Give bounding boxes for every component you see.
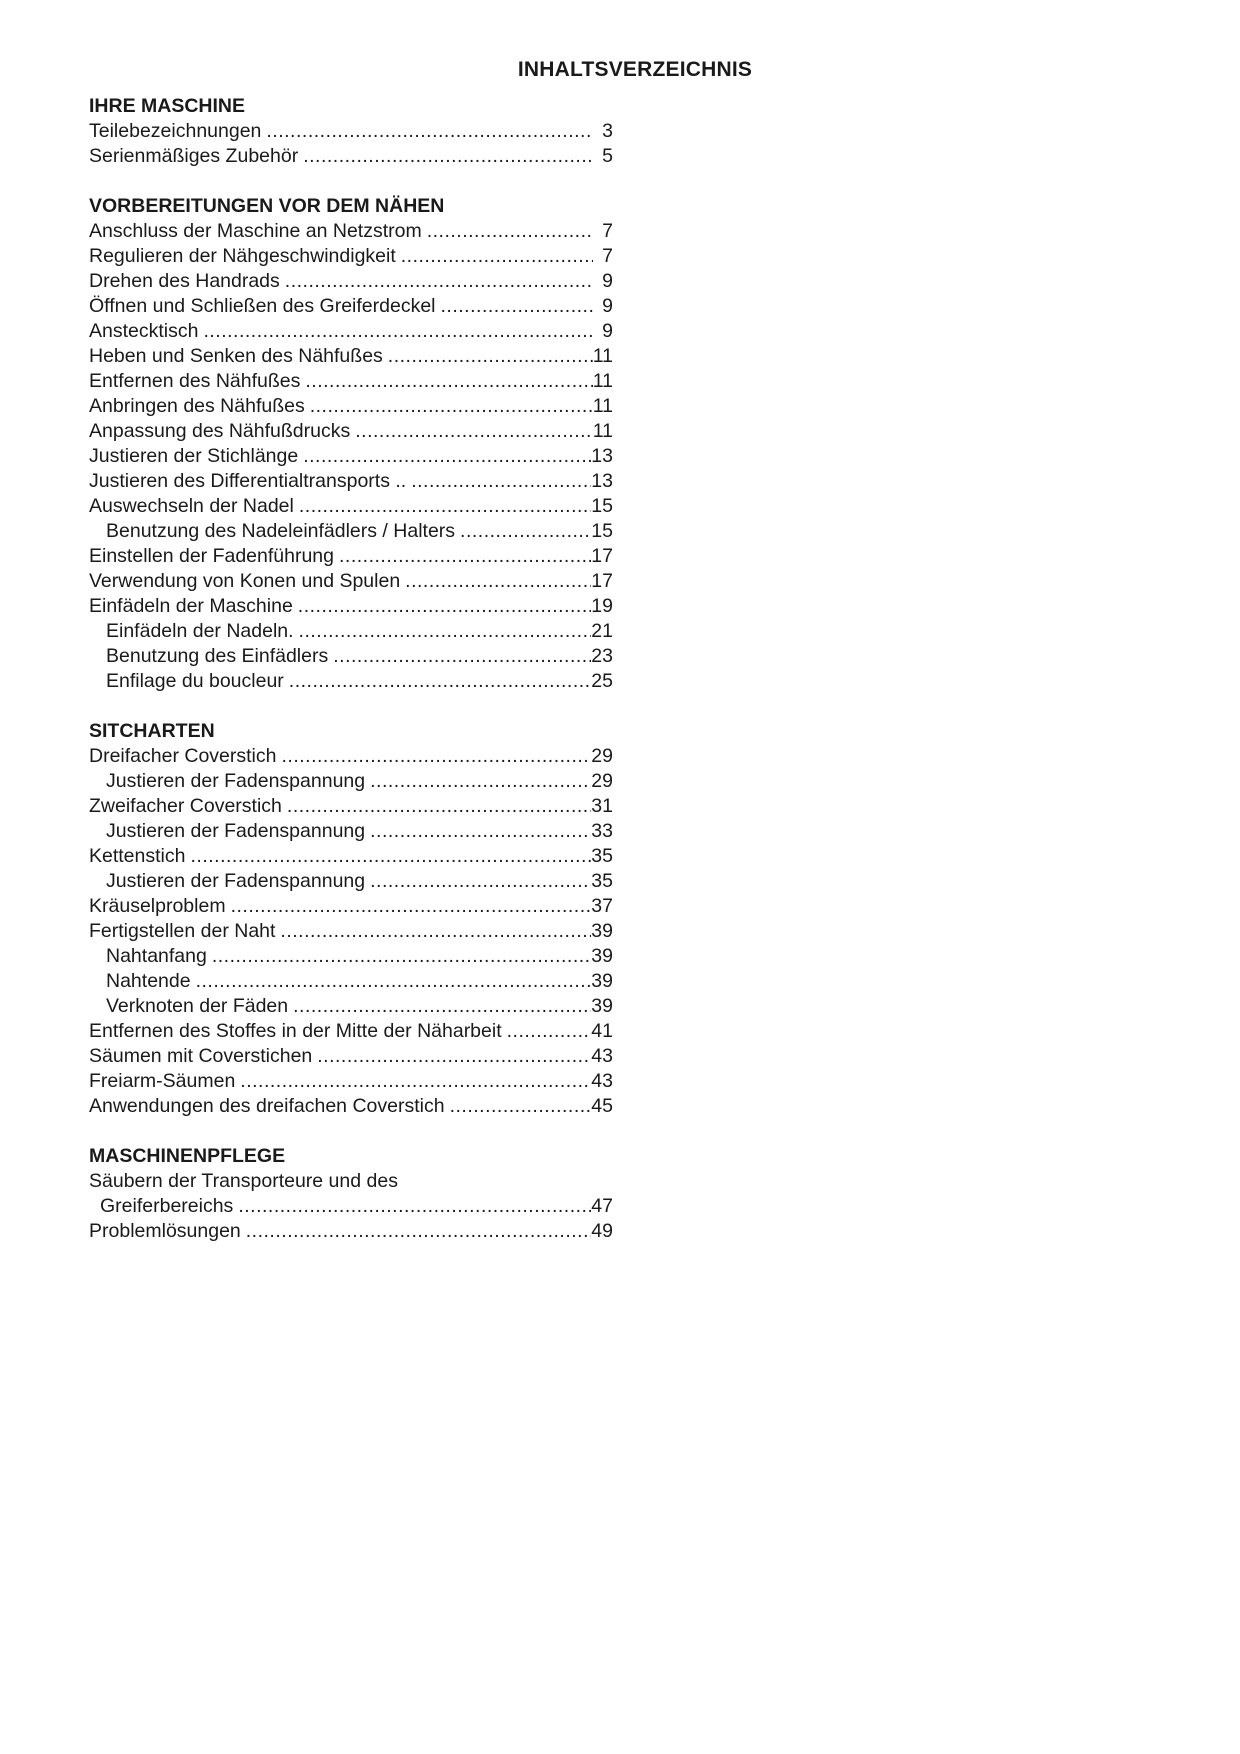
- dot-leader: [350, 419, 593, 444]
- entry-page: 39: [591, 970, 613, 992]
- toc-entry[interactable]: [89, 969, 613, 994]
- toc-entry[interactable]: [89, 644, 613, 669]
- entry-page: 19: [591, 595, 613, 617]
- toc-entry[interactable]: [89, 1019, 613, 1044]
- toc-entry[interactable]: [89, 869, 613, 894]
- entry-page: 17: [591, 545, 613, 567]
- entry-label: Fertigstellen der Naht: [89, 920, 276, 942]
- entry-page: 35: [591, 870, 613, 892]
- entry-label: Benutzung des Einfädlers: [106, 645, 329, 667]
- entry-page: 33: [591, 820, 613, 842]
- entry-page: 23: [591, 645, 613, 667]
- dot-leader: [422, 219, 593, 244]
- section-heading: IHRE MASCHINE: [89, 95, 246, 117]
- toc-entry[interactable]: [89, 469, 613, 494]
- entry-label: Säumen mit Coverstichen: [89, 1045, 313, 1067]
- dot-leader: [365, 769, 591, 794]
- toc-section-sitcharten: [89, 719, 613, 1119]
- toc-entry[interactable]: [89, 494, 613, 519]
- entry-page: 31: [591, 795, 613, 817]
- dot-leader: [241, 1219, 592, 1244]
- toc-entry[interactable]: [89, 769, 613, 794]
- dot-leader: [334, 544, 591, 569]
- entry-page: 43: [591, 1045, 613, 1067]
- entry-page: 11: [592, 345, 613, 367]
- dot-leader: [235, 1069, 591, 1094]
- dot-leader: [261, 119, 593, 144]
- entry-label: Benutzung des Nadeleinfädlers / Halters: [106, 520, 456, 542]
- entry-page: 39: [591, 920, 613, 942]
- entry-page: 21: [591, 620, 613, 642]
- toc-entry[interactable]: [89, 944, 613, 969]
- entry-label: Zweifacher Coverstich: [89, 795, 282, 817]
- dot-leader: [198, 319, 593, 344]
- entry-page: 11: [592, 370, 613, 392]
- dot-leader: [400, 569, 591, 594]
- toc-entry[interactable]: [89, 419, 613, 444]
- dot-leader: [455, 519, 591, 544]
- toc-entry[interactable]: [89, 1069, 613, 1094]
- toc-entry[interactable]: [89, 919, 613, 944]
- entry-label: Verwendung von Konen und Spulen: [89, 570, 401, 592]
- dot-leader: [305, 394, 593, 419]
- toc-section-ihre-maschine: [89, 94, 613, 169]
- toc-entry[interactable]: [89, 119, 613, 144]
- entry-page: 35: [591, 845, 613, 867]
- entry-page: 39: [591, 945, 613, 967]
- entry-label: Justieren der Fadenspannung: [106, 870, 366, 892]
- dot-leader: [365, 869, 591, 894]
- dot-leader: [288, 994, 591, 1019]
- section-heading: VORBEREITUNGEN VOR DEM NÄHEN: [89, 195, 445, 217]
- toc-entry[interactable]: [89, 269, 613, 294]
- dot-leader: [396, 244, 593, 269]
- toc-entry[interactable]: [89, 794, 613, 819]
- entry-page: 15: [591, 495, 613, 517]
- entry-label: Einfädeln der Maschine: [89, 595, 293, 617]
- dot-leader: [191, 969, 592, 994]
- entry-page: 29: [591, 745, 613, 767]
- toc-entry[interactable]: [89, 294, 613, 319]
- dot-leader: [284, 669, 592, 694]
- toc-section-maschinenpflege: [89, 1144, 613, 1244]
- entry-label: Einfädeln der Nadeln.: [106, 620, 294, 642]
- dot-leader: [282, 794, 591, 819]
- entry-label: Drehen des Handrads: [89, 270, 280, 292]
- dot-leader: [383, 344, 593, 369]
- toc-entry[interactable]: [89, 1044, 613, 1069]
- toc-entry[interactable]: [89, 619, 613, 644]
- dot-leader: [275, 919, 591, 944]
- toc-entry[interactable]: [89, 394, 613, 419]
- dot-leader: [436, 294, 593, 319]
- entry-label: Serienmäßiges Zubehör: [89, 145, 299, 167]
- dot-leader: [298, 444, 591, 469]
- entry-label: Anpassung des Nähfußdrucks: [89, 420, 351, 442]
- entry-page: 45: [591, 1095, 613, 1117]
- entry-label: Entfernen des Nähfußes: [89, 370, 301, 392]
- toc-entry[interactable]: [89, 1194, 613, 1219]
- entry-label: Anbringen des Nähfußes: [89, 395, 305, 417]
- entry-page: 17: [591, 570, 613, 592]
- toc-entry[interactable]: [89, 544, 613, 569]
- section-heading: MASCHINENPFLEGE: [89, 1145, 286, 1167]
- dot-leader: [185, 844, 591, 869]
- dot-leader: [365, 819, 591, 844]
- entry-label: Verknoten der Fäden: [106, 995, 289, 1017]
- entry-label: Justieren des Differentialtransports ..: [89, 470, 407, 492]
- entry-label: Dreifacher Coverstich: [89, 745, 277, 767]
- toc-entry[interactable]: [89, 594, 613, 619]
- entry-page: 9: [602, 320, 613, 342]
- entry-page: 39: [591, 995, 613, 1017]
- dot-leader: [300, 369, 592, 394]
- dot-leader: [276, 744, 591, 769]
- entry-page: 43: [591, 1070, 613, 1092]
- entry-page: 7: [602, 245, 613, 267]
- entry-label: Teilebezeichnungen: [89, 120, 262, 142]
- entry-label: Nahtanfang: [106, 945, 207, 967]
- entry-label: Greiferbereichs: [100, 1195, 234, 1217]
- entry-label: Öffnen und Schließen des Greiferdeckel: [89, 295, 436, 317]
- entry-label: Einstellen der Fadenführung: [89, 545, 334, 567]
- entry-page: 9: [602, 295, 613, 317]
- entry-label: Freiarm-Säumen: [89, 1070, 236, 1092]
- toc-entry[interactable]: [89, 219, 613, 244]
- entry-label: Justieren der Fadenspannung: [106, 770, 366, 792]
- toc-entry[interactable]: [89, 244, 613, 269]
- entry-page: 29: [591, 770, 613, 792]
- toc-entry[interactable]: [89, 444, 613, 469]
- dot-leader: [328, 644, 591, 669]
- toc-entry[interactable]: [89, 994, 613, 1019]
- dot-leader: [294, 619, 592, 644]
- entry-page: 11: [592, 420, 613, 442]
- toc-entry[interactable]: [89, 1094, 613, 1119]
- entry-label: Anschluss der Maschine an Netzstrom: [89, 220, 422, 242]
- entry-label: Kettenstich: [89, 845, 186, 867]
- entry-label: Enfilage du boucleur: [106, 670, 284, 692]
- entry-label: Kräuselproblem: [89, 895, 226, 917]
- dot-leader: [293, 594, 592, 619]
- toc-entry[interactable]: [89, 844, 613, 869]
- entry-page: 49: [591, 1220, 613, 1242]
- toc-entry[interactable]: [89, 1219, 613, 1244]
- toc-entry[interactable]: [89, 144, 613, 169]
- section-heading: SITCHARTEN: [89, 720, 215, 742]
- entry-label: Anstecktisch: [89, 320, 199, 342]
- entry-page: 9: [602, 270, 613, 292]
- entry-label: Nahtende: [106, 970, 191, 992]
- dot-leader: [207, 944, 591, 969]
- entry-page: 7: [602, 220, 613, 242]
- toc-entry[interactable]: [89, 894, 613, 919]
- dot-leader: [298, 144, 593, 169]
- entry-label: Auswechseln der Nadel: [89, 495, 294, 517]
- dot-leader: [502, 1019, 592, 1044]
- toc-section-vorbereitungen: [89, 194, 613, 694]
- entry-page: 5: [602, 145, 613, 167]
- toc-entry[interactable]: [89, 819, 613, 844]
- dot-leader: [445, 1094, 592, 1119]
- entry-page: 47: [591, 1195, 613, 1217]
- dot-leader: [226, 894, 592, 919]
- entry-label: Justieren der Fadenspannung: [106, 820, 366, 842]
- entry-page: 37: [591, 895, 613, 917]
- entry-page: 3: [602, 120, 613, 142]
- table-of-contents: [89, 94, 613, 1269]
- entry-page: 13: [591, 445, 613, 467]
- entry-label: Heben und Senken des Nähfußes: [89, 345, 383, 367]
- toc-entry[interactable]: [89, 744, 613, 769]
- entry-label: Problemlösungen: [89, 1220, 241, 1242]
- toc-entry[interactable]: [89, 519, 613, 544]
- entry-page: 41: [591, 1020, 613, 1042]
- dot-leader: [280, 269, 593, 294]
- entry-label: Anwendungen des dreifachen Coverstich: [89, 1095, 445, 1117]
- page-title: INHALTSVERZEICHNIS: [517, 58, 753, 81]
- entry-page: 13: [591, 470, 613, 492]
- entry-page: 11: [592, 395, 613, 417]
- entry-label: Entfernen des Stoffes in der Mitte der Näharbeit: [89, 1020, 502, 1042]
- dot-leader: [312, 1044, 591, 1069]
- entry-page: 25: [591, 670, 613, 692]
- entry-label: Justieren der Stichlänge: [89, 445, 299, 467]
- toc-entry[interactable]: [89, 344, 613, 369]
- toc-entry[interactable]: [89, 369, 613, 394]
- entry-label: Regulieren der Nähgeschwindigkeit: [89, 245, 396, 267]
- dot-leader: [294, 494, 591, 519]
- entry-page: 15: [591, 520, 613, 542]
- dot-leader: [233, 1194, 591, 1219]
- entry-label-first-line: Säubern der Transporteure und des: [89, 1170, 398, 1192]
- dot-leader: [406, 469, 591, 494]
- toc-entry[interactable]: [89, 669, 613, 694]
- toc-entry[interactable]: [89, 569, 613, 594]
- toc-entry[interactable]: [89, 319, 613, 344]
